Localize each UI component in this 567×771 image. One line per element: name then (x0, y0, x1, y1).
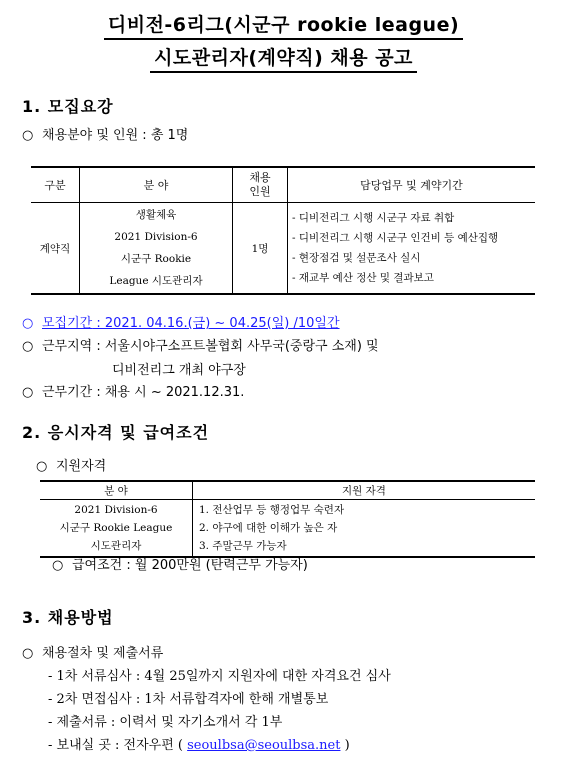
bullet-icon: ○ (22, 316, 34, 331)
bullet-icon: ○ (52, 558, 64, 573)
col-header-field: 분 야 (40, 481, 193, 500)
salary-line: ○ 급여조건 : 월 200만원 (탄력근무 가능자) (52, 558, 308, 573)
bullet-icon: ○ (22, 339, 34, 354)
cell-type: 계약직 (39, 242, 71, 255)
title-line-1: 디비전-6리그(시군구 rookie league) (0, 10, 567, 40)
work-location: ○ 근무지역 : 서울시야구소프트볼협회 사무국(중랑구 소재) 및 (22, 339, 379, 354)
cell-count: 1명 (233, 203, 288, 295)
col-header-qualification: 지원 자격 (193, 481, 536, 500)
procedure-item-1: - 1차 서류심사 : 4월 25일까지 지원자에 대한 자격요건 심사 (48, 669, 391, 684)
bullet-icon: ○ (22, 128, 34, 143)
title-line-2: 시도관리자(계약직) 채용 공고 (0, 43, 567, 73)
recruit-field-line: ○ 채용분야 및 인원 : 총 1명 (22, 128, 189, 143)
cell-field: 2021 Division-6 시군구 Rookie League 시도관리자 (59, 504, 173, 552)
bullet-icon: ○ (22, 646, 34, 661)
work-location-line-2: 디비전리그 개최 야구장 (112, 363, 246, 378)
col-header-field: 분 야 (80, 167, 233, 203)
section-3-heading: 3. 채용방법 (22, 608, 114, 627)
procedure-item-2: - 2차 면접심사 : 1차 서류합격자에 한해 개별통보 (48, 692, 329, 707)
recruit-table (31, 166, 535, 295)
cell-qualifications: 1. 전산업무 등 행정업무 숙련자 2. 야구에 대한 이해가 높은 자 3. 주말근무 가능자 (193, 500, 536, 558)
col-header-type: 구분 (31, 167, 80, 203)
procedure-item-4: - 보내실 곳 : 전자우편 ( seoulbsa@seoulbsa.net ) (48, 738, 350, 753)
email-link[interactable]: seoulbsa@seoulbsa.net (187, 738, 341, 753)
qualification-table (40, 480, 535, 558)
col-header-count: 채용 인원 (233, 167, 288, 203)
bullet-icon: ○ (22, 385, 34, 400)
col-header-duties: 담당업무 및 계약기간 (288, 167, 536, 203)
recruit-period: ○ 모집기간 : 2021. 04.16.(금) ~ 04.25(일) /10일간 (22, 316, 340, 331)
table-row (40, 500, 535, 558)
section-2-heading: 2. 응시자격 및 급여조건 (22, 423, 210, 442)
qualification-label: ○ 지원자격 (36, 459, 107, 474)
procedure-item-3: - 제출서류 : 이력서 및 자기소개서 각 1부 (48, 715, 283, 730)
work-period: ○ 근무기간 : 채용 시 ~ 2021.12.31. (22, 385, 245, 400)
bullet-icon: ○ (36, 459, 48, 474)
section-1-heading: 1. 모집요강 (22, 97, 114, 116)
cell-duties: - 디비전리그 시행 시군구 자료 취합 - 디비전리그 시행 시군구 인건비 등 예산집행 - 현장점검 및 설문조사 실시 - 재교부 예산 정산 및 결과보고 (288, 203, 536, 295)
procedure-label: ○ 채용절차 및 제출서류 (22, 646, 164, 661)
table-row (31, 203, 535, 295)
cell-field: 생활체육 2021 Division-6 시군구 Rookie League 시도관리자 (80, 203, 233, 295)
